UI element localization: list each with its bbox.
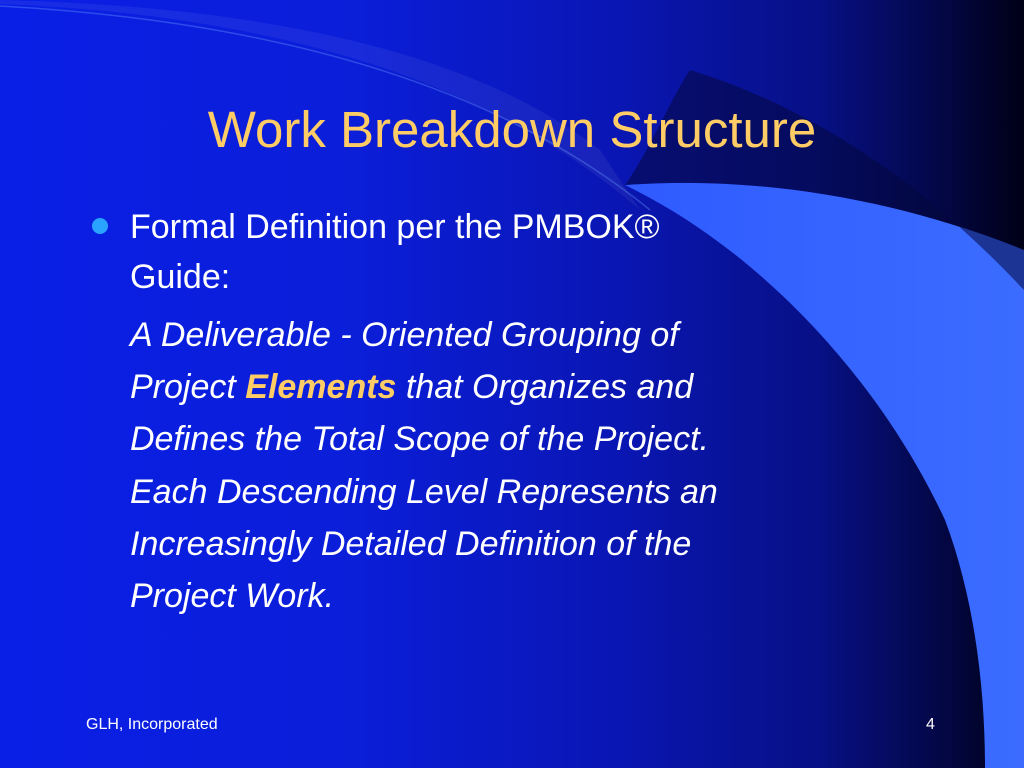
levels-line-2: Increasingly Detailed Definition of the xyxy=(130,525,692,563)
bullet-icon xyxy=(92,218,108,234)
footer-company: GLH, Incorporated xyxy=(86,716,218,733)
slide-title: Work Breakdown Structure xyxy=(207,101,817,158)
levels-paragraph xyxy=(130,466,950,622)
page-number: 4 xyxy=(926,716,935,733)
elements-highlight: Elements xyxy=(245,368,397,406)
definition-line-2-start: Project xyxy=(130,368,246,406)
levels-line-3: Project Work. xyxy=(130,577,335,615)
bullet-text xyxy=(130,202,850,302)
definition-paragraph xyxy=(130,309,950,465)
levels-line-1: Each Descending Level Represents an xyxy=(130,473,718,511)
bullet-line-2: Guide: xyxy=(130,258,231,296)
definition-line-3: Defines the Total Scope of the Project. xyxy=(130,420,709,458)
bullet-line-1: Formal Definition per the PMBOK® xyxy=(130,208,660,246)
definition-line-1: A Deliverable - Oriented Grouping of xyxy=(130,316,679,354)
definition-line-2-end: that Organizes and xyxy=(396,368,694,406)
